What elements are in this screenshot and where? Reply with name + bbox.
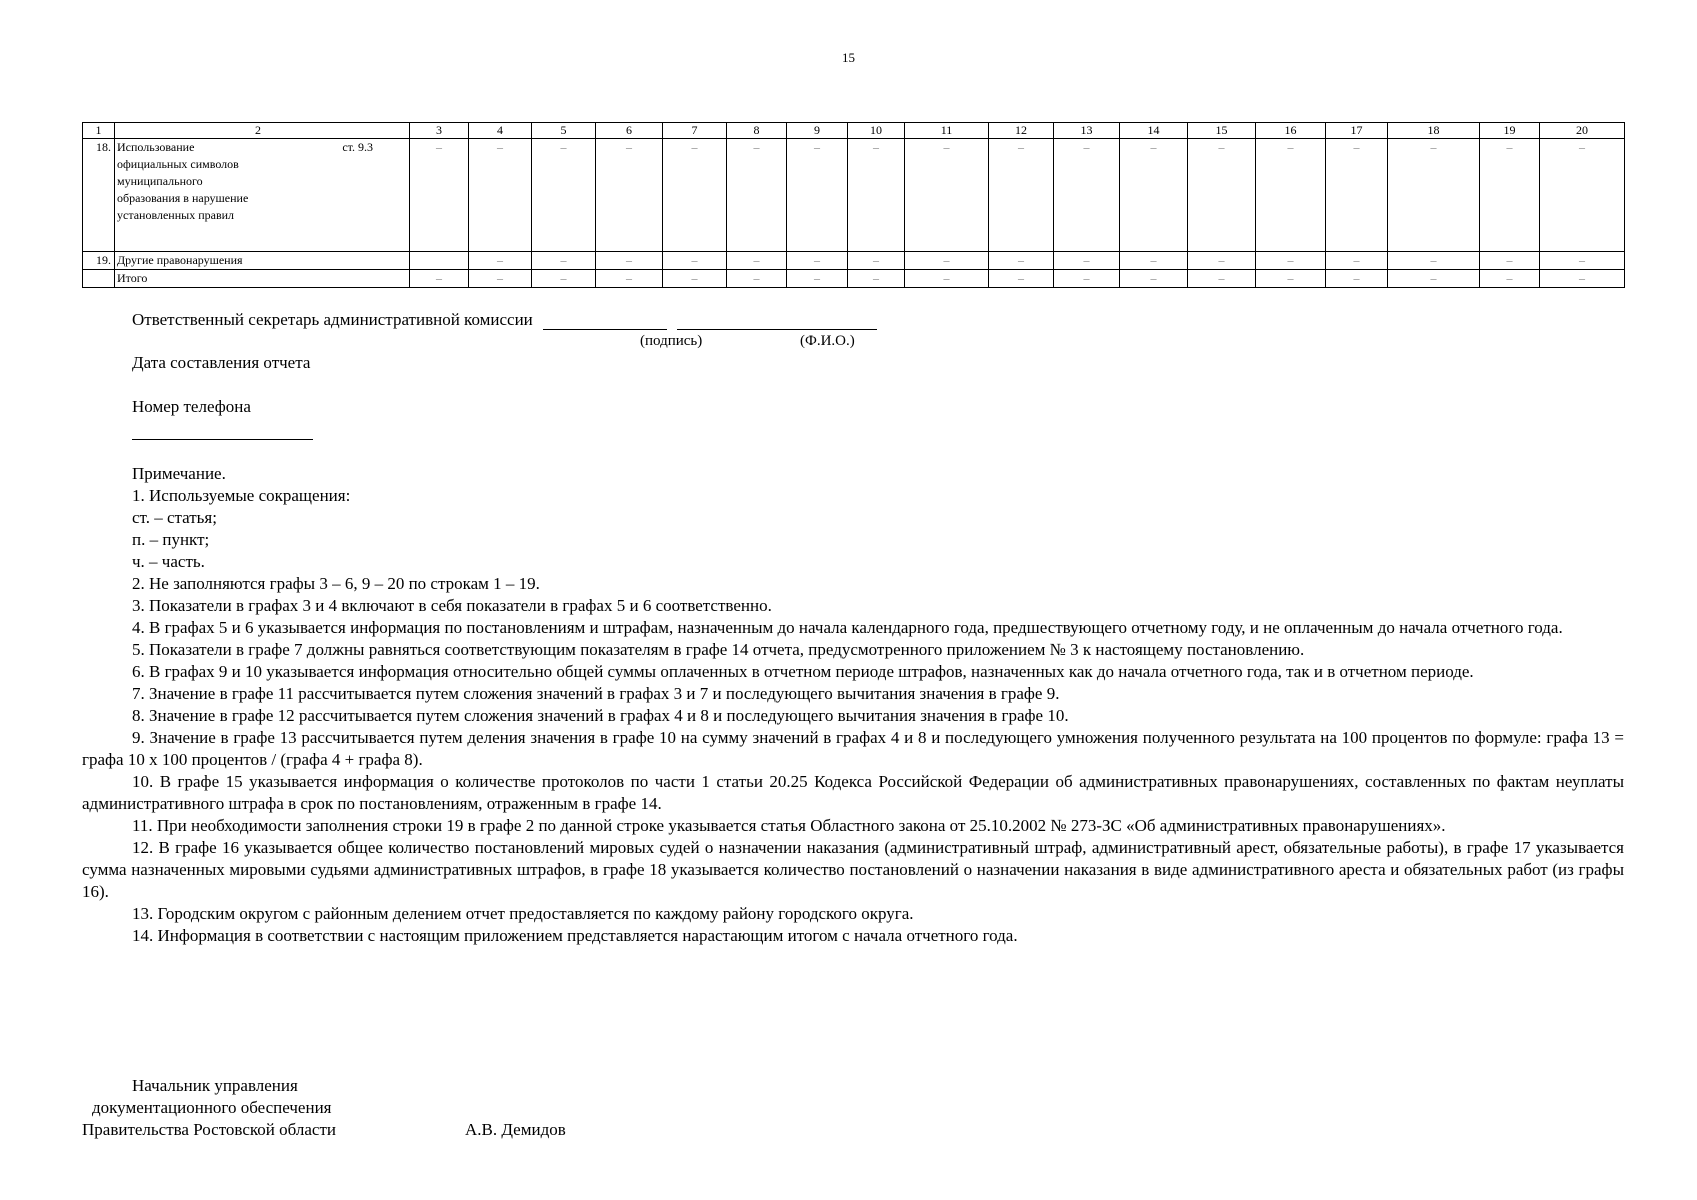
abbreviation-item: ч. – часть. — [132, 552, 205, 571]
total-label: Итого — [115, 270, 410, 288]
value-cell: – — [1326, 270, 1388, 288]
note-item: 5. Показатели в графе 7 должны равняться соответствующим показателям в графе 14 отчета, предусмотренного приложением № 3 к настоящему постановлению. — [132, 640, 1305, 659]
value-cell: – — [596, 139, 663, 252]
value-cell: – — [1388, 139, 1480, 252]
value-cell: – — [905, 139, 989, 252]
value-cell: – — [1188, 270, 1256, 288]
value-cell: – — [532, 252, 596, 270]
note-item: 11. При необходимости заполнения строки 19 в графе 2 по данной строке указывается статья Областного закона от 25.10.2002 № 273-ЗС «Об административных правонарушениях». — [132, 816, 1446, 835]
value-cell: – — [1054, 139, 1120, 252]
violation-name: Использование официальных символов муниципального образования в нарушение установленных правил — [117, 140, 249, 222]
table-header-row — [83, 123, 1625, 139]
value-cell: – — [663, 252, 727, 270]
value-cell: – — [1540, 252, 1625, 270]
value-cell: – — [469, 252, 532, 270]
signoff-title-line: Начальник управления — [132, 1076, 298, 1095]
column-header: 9 — [787, 123, 848, 139]
value-cell: – — [727, 139, 787, 252]
value-cell: – — [532, 270, 596, 288]
notes-title: Примечание. — [132, 464, 226, 483]
value-cell: – — [663, 270, 727, 288]
value-cell: – — [469, 139, 532, 252]
value-cell: – — [989, 252, 1054, 270]
note-item: 9. Значение в графе 13 рассчитывается путем деления значения в графе 10 на сумму значений в графах 4 и 8 и последующего умножения полученного результата на 100 процентов по формуле: графа 13 = графа 10 х 100 процентов / (графа 4 + графа 8). — [82, 728, 1624, 769]
row-number: 19. — [83, 252, 115, 270]
value-cell: – — [1120, 252, 1188, 270]
note-item: 10. В графе 15 указывается информация о количестве протоколов по части 1 статьи 20.25 Кодекса Российской Федерации об административных правонарушениях, составленных по фактам неуплаты административного штрафа в срок по постановлениям, отраженным в графе 14. — [82, 772, 1624, 813]
value-cell: – — [663, 139, 727, 252]
note-item: 8. Значение в графе 12 рассчитывается путем сложения значений в графах 4 и 8 и последующего вычитания значения в графе 10. — [132, 706, 1069, 725]
signoff-name: А.В. Демидов — [465, 1120, 566, 1139]
value-cell: – — [1480, 139, 1540, 252]
signoff-title-line: Правительства Ростовской области — [82, 1120, 336, 1139]
column-header: 3 — [410, 123, 469, 139]
value-cell: – — [1388, 252, 1480, 270]
value-cell: – — [905, 252, 989, 270]
value-cell: – — [1388, 270, 1480, 288]
value-cell: – — [989, 270, 1054, 288]
value-cell: – — [1188, 139, 1256, 252]
value-cell: – — [989, 139, 1054, 252]
column-header: 8 — [727, 123, 787, 139]
column-header: 11 — [905, 123, 989, 139]
value-cell: – — [410, 270, 469, 288]
column-header: 1 — [83, 123, 115, 139]
column-header: 2 — [115, 123, 410, 139]
value-cell: – — [1256, 270, 1326, 288]
value-cell: – — [596, 270, 663, 288]
value-cell: – — [596, 252, 663, 270]
abbreviations-title: 1. Используемые сокращения: — [132, 486, 351, 505]
value-cell: – — [787, 270, 848, 288]
value-cell: – — [1540, 270, 1625, 288]
column-header: 6 — [596, 123, 663, 139]
secretary-label: Ответственный секретарь административной комиссии — [132, 310, 533, 329]
value-cell: – — [532, 139, 596, 252]
column-header: 7 — [663, 123, 727, 139]
value-cell: – — [787, 252, 848, 270]
signoff-block — [82, 1075, 566, 1141]
value-cell: – — [1188, 252, 1256, 270]
abbreviation-item: п. – пункт; — [132, 530, 210, 549]
value-cell — [410, 252, 469, 270]
column-header: 14 — [1120, 123, 1188, 139]
value-cell: – — [848, 270, 905, 288]
value-cell: – — [727, 270, 787, 288]
value-cell: – — [410, 139, 469, 252]
note-item: 6. В графах 9 и 10 указывается информация относительно общей суммы оплаченных в отчетном периоде штрафов, назначенных как до начала отчетного года, так и в отчетном периоде. — [132, 662, 1474, 681]
report-table — [82, 122, 1625, 288]
total-row — [83, 270, 1625, 288]
value-cell: – — [1480, 252, 1540, 270]
article-ref: ст. 9.3 — [342, 140, 373, 154]
column-header: 10 — [848, 123, 905, 139]
signature-line — [543, 312, 667, 330]
value-cell: – — [787, 139, 848, 252]
column-header: 19 — [1480, 123, 1540, 139]
table-row — [83, 139, 1625, 252]
violation-cell — [115, 139, 410, 252]
value-cell: – — [1120, 270, 1188, 288]
secretary-signature-block — [132, 310, 877, 349]
name-hint: (Ф.И.О.) — [800, 333, 855, 349]
value-cell: – — [1054, 270, 1120, 288]
value-cell: – — [848, 252, 905, 270]
column-header: 16 — [1256, 123, 1326, 139]
abbreviation-item: ст. – статья; — [132, 508, 217, 527]
table-row — [83, 252, 1625, 270]
note-item: 4. В графах 5 и 6 указывается информация по постановлениям и штрафам, назначенным до начала календарного года, предшествующего отчетному году, и не оплаченным до начала отчетного года. — [132, 618, 1563, 637]
phone-line — [132, 439, 313, 440]
note-item: 14. Информация в соответствии с настоящим приложением представляется нарастающим итогом с начала отчетного года. — [132, 926, 1018, 945]
signature-hint: (подпись) — [640, 333, 703, 349]
note-item: 2. Не заполняются графы 3 – 6, 9 – 20 по строкам 1 – 19. — [132, 574, 540, 593]
row-number: 18. — [83, 139, 115, 252]
page-number: 15 — [842, 50, 855, 65]
column-header: 18 — [1388, 123, 1480, 139]
row-number — [83, 270, 115, 288]
phone-label: Номер телефона — [132, 397, 251, 416]
name-line — [677, 312, 877, 330]
value-cell: – — [469, 270, 532, 288]
column-header: 17 — [1326, 123, 1388, 139]
value-cell: – — [1480, 270, 1540, 288]
value-cell: – — [905, 270, 989, 288]
value-cell: – — [727, 252, 787, 270]
column-header: 4 — [469, 123, 532, 139]
note-item: 3. Показатели в графах 3 и 4 включают в себя показатели в графах 5 и 6 соответственно. — [132, 596, 772, 615]
note-item: 12. В графе 16 указывается общее количество постановлений мировых судей о назначении наказания (административный штраф, административный арест, обязательные работы), в графе 17 указывается сумма назначенных мировыми судьями административных штрафов, в графе 18 указывается количество постановлений о назначении наказания в виде административного ареста и обязательных работ (из графы 16). — [82, 838, 1624, 901]
value-cell: – — [848, 139, 905, 252]
violation-name: Другие правонарушения — [115, 252, 410, 270]
column-header: 12 — [989, 123, 1054, 139]
value-cell: – — [1120, 139, 1188, 252]
column-header: 20 — [1540, 123, 1625, 139]
column-header: 5 — [532, 123, 596, 139]
note-item: 13. Городским округом с районным делением отчет предоставляется по каждому району городского округа. — [132, 904, 914, 923]
report-date-label: Дата составления отчета — [132, 353, 311, 372]
value-cell: – — [1256, 139, 1326, 252]
value-cell: – — [1540, 139, 1625, 252]
signoff-title-line: документационного обеспечения — [92, 1098, 332, 1117]
column-header: 15 — [1188, 123, 1256, 139]
column-header: 13 — [1054, 123, 1120, 139]
value-cell: – — [1326, 139, 1388, 252]
notes-section — [82, 463, 1624, 947]
value-cell: – — [1326, 252, 1388, 270]
value-cell: – — [1256, 252, 1326, 270]
value-cell: – — [1054, 252, 1120, 270]
note-item: 7. Значение в графе 11 рассчитывается путем сложения значений в графах 3 и 7 и последующего вычитания значения в графе 9. — [132, 684, 1060, 703]
